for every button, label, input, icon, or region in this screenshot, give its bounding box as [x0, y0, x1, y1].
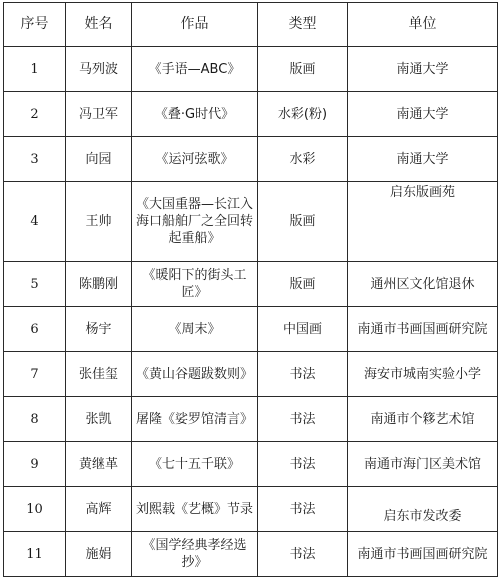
cell-name: 张凯	[66, 397, 132, 442]
cell-work: 《黄山谷题跋数则》	[132, 352, 258, 397]
cell-unit: 南通市个簃艺术馆	[348, 397, 498, 442]
table-row	[4, 397, 498, 442]
cell-work: 《手语—ABC》	[132, 47, 258, 92]
cell-name: 陈鹏刚	[66, 262, 132, 307]
table-row	[4, 352, 498, 397]
header-name: 姓名	[66, 3, 132, 47]
cell-name: 马列波	[66, 47, 132, 92]
cell-unit: 启东市发改委	[348, 487, 498, 532]
cell-type: 书法	[258, 397, 348, 442]
table-row	[4, 442, 498, 487]
cell-unit: 南通大学	[348, 92, 498, 137]
cell-work: 《暖阳下的街头工匠》	[132, 262, 258, 307]
cell-number: 1	[4, 47, 66, 92]
cell-name: 施娟	[66, 532, 132, 577]
cell-work: 刘熙载《艺概》节录	[132, 487, 258, 532]
cell-number: 6	[4, 307, 66, 352]
cell-type: 水彩	[258, 137, 348, 182]
cell-name: 王帅	[66, 182, 132, 262]
cell-type: 版画	[258, 47, 348, 92]
table-row	[4, 307, 498, 352]
cell-work: 《运河弦歌》	[132, 137, 258, 182]
cell-type: 版画	[258, 182, 348, 262]
table-row	[4, 47, 498, 92]
cell-unit: 南通市海门区美术馆	[348, 442, 498, 487]
cell-type: 书法	[258, 487, 348, 532]
table-row	[4, 137, 498, 182]
header-work: 作品	[132, 3, 258, 47]
cell-unit: 南通市书画国画研究院	[348, 307, 498, 352]
cell-number: 11	[4, 532, 66, 577]
cell-unit: 南通大学	[348, 47, 498, 92]
cell-number: 2	[4, 92, 66, 137]
cell-work: 《国学经典孝经选抄》	[132, 532, 258, 577]
cell-unit: 南通市书画国画研究院	[348, 532, 498, 577]
artwork-list-table	[3, 2, 498, 577]
cell-work: 《七十五千联》	[132, 442, 258, 487]
cell-type: 书法	[258, 532, 348, 577]
cell-number: 10	[4, 487, 66, 532]
cell-name: 冯卫军	[66, 92, 132, 137]
cell-type: 版画	[258, 262, 348, 307]
cell-name: 高辉	[66, 487, 132, 532]
cell-type: 水彩(粉)	[258, 92, 348, 137]
cell-work: 《叠·G时代》	[132, 92, 258, 137]
table-row	[4, 182, 498, 262]
cell-number: 7	[4, 352, 66, 397]
cell-name: 杨宇	[66, 307, 132, 352]
table-row	[4, 92, 498, 137]
cell-unit: 通州区文化馆退休	[348, 262, 498, 307]
cell-work: 《大国重器—长江入海口船舶厂之全回转起重船》	[132, 182, 258, 262]
cell-unit: 海安市城南实验小学	[348, 352, 498, 397]
cell-number: 5	[4, 262, 66, 307]
header-number: 序号	[4, 3, 66, 47]
header-type: 类型	[258, 3, 348, 47]
cell-name: 向园	[66, 137, 132, 182]
cell-number: 9	[4, 442, 66, 487]
table-row	[4, 262, 498, 307]
cell-unit: 南通大学	[348, 137, 498, 182]
header-unit: 单位	[348, 3, 498, 47]
cell-number: 4	[4, 182, 66, 262]
table-header-row	[4, 3, 498, 47]
cell-number: 3	[4, 137, 66, 182]
cell-unit: 启东版画苑	[348, 182, 498, 262]
table-row	[4, 532, 498, 577]
cell-type: 中国画	[258, 307, 348, 352]
cell-work: 《周末》	[132, 307, 258, 352]
table-row	[4, 487, 498, 532]
cell-number: 8	[4, 397, 66, 442]
cell-work: 屠隆《娑罗馆清言》	[132, 397, 258, 442]
cell-type: 书法	[258, 442, 348, 487]
cell-name: 张佳玺	[66, 352, 132, 397]
cell-type: 书法	[258, 352, 348, 397]
cell-name: 黄继革	[66, 442, 132, 487]
